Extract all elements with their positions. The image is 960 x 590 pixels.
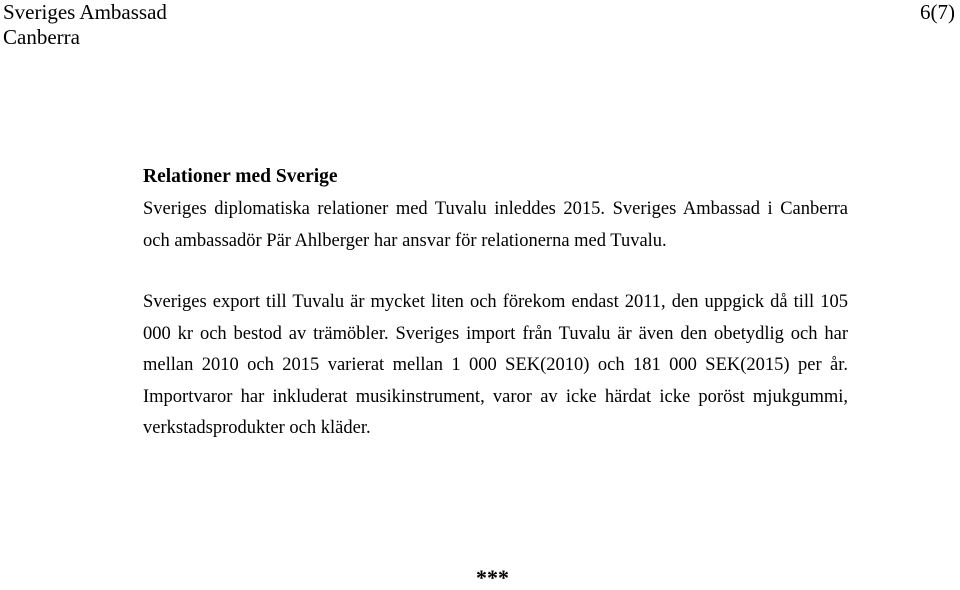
letterhead-org: Sveriges Ambassad: [3, 0, 167, 24]
paragraph-trade: Sveriges export till Tuvalu är mycket liten och förekom endast 2011, den uppgick då till 105 000 kr och bestod av trämöbler. Sveriges import från Tuvalu är även den obetydlig och har mellan 2010 och 2015 varierat mellan 1 000 SEK(2010) och 181 000 SEK(2015) per år. Importvaror har inkluderat musikinstrument, varor av icke härdat icke poröst mjukgummi, verkstadsprodukter och kläder.: [143, 292, 848, 438]
letterhead: [3, 0, 167, 50]
paragraph-diplomatic-relations: Sveriges diplomatiska relationer med Tuvalu inleddes 2015. Sveriges Ambassad i Canberra och ambassadör Pär Ahlberger har ansvar för relationerna med Tuvalu.: [143, 199, 848, 251]
letterhead-city: Canberra: [3, 25, 80, 49]
page-number: 6(7): [920, 0, 955, 24]
section-heading: Relationer med Sverige: [143, 166, 338, 187]
section-separator: ***: [476, 565, 509, 590]
section-relations: [143, 164, 848, 445]
